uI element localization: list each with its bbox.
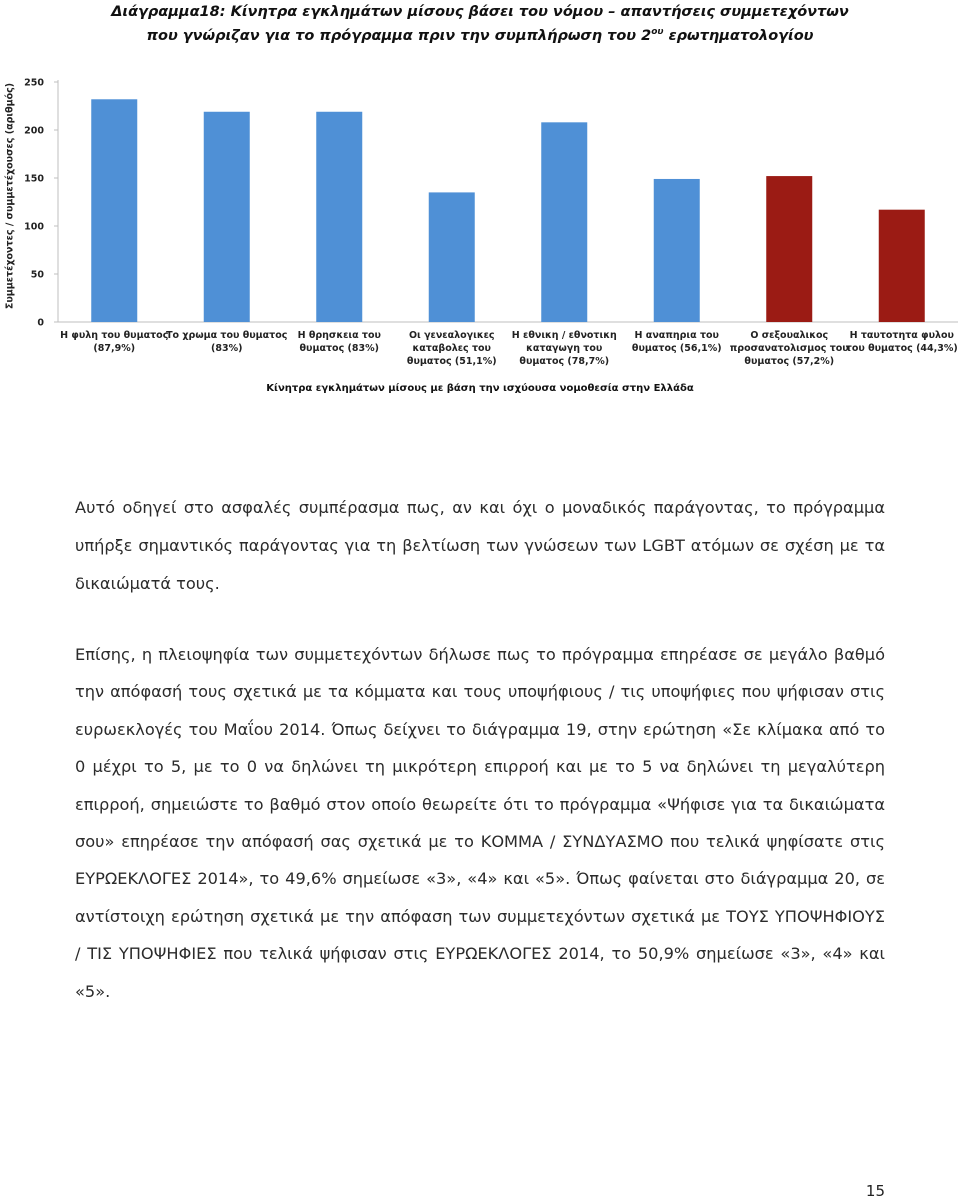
chart-title	[0, 2, 960, 46]
chart-title-superscript: ου	[651, 27, 664, 37]
chart-title-line-2-end: ερωτηματολογίου	[663, 27, 814, 44]
x-tick-label-line: του θυματος (44,3%)	[845, 343, 958, 354]
y-tick-label: 250	[24, 77, 44, 89]
x-tick-label-1	[60, 330, 168, 354]
bar-2	[204, 112, 250, 322]
x-tick-label-line: θυματος (56,1%)	[631, 343, 722, 354]
body-paragraph-2: Επίσης, η πλειοψηφία των συμμετεχόντων δήλωσε πως το πρόγραμμα επηρέασε σε μεγάλο βαθμό την απόφασή τους σχετικά με τα κόμματα και τους υποψήφιους / τις υποψήφιες που ψήφισαν στις ευρωεκλογές του Μαΐου 2014. Όπως δείχνει το διάγραμμα 19, στην ερώτηση «Σε κλίμακα από το 0 μέχρι το 5, με το 0 να δηλώνει τη μικρότερη επιρροή και με το 5 να δηλώνει τη μεγαλύτερη επιρροή, σημειώστε το βαθμό στον οποίο θεωρείτε ότι το πρόγραμμα «Ψήφισε για τα δικαιώματα σου» επηρέασε την απόφασή σας σχετικά με το ΚΟΜΜΑ / ΣΥΝΔΥΑΣΜΟ που τελικά ψηφίσατε στις ΕΥΡΩΕΚΛΟΓΕΣ 2014», το 49,6% σημείωσε «3», «4» και «5». Όπως φαίνεται στο διάγραμμα 20, σε αντίστοιχη ερώτηση σχετικά με την απόφαση των συμμετεχόντων σχετικά με ΤΟΥΣ ΥΠΟΨΗΦΙΟΥΣ / ΤΙΣ ΥΠΟΨΗΦΙΕΣ που τελικά ψήφισαν στις ΕΥΡΩΕΚΛΟΓΕΣ 2014, το 50,9% σημείωσε «3», «4» και «5».	[75, 645, 885, 1001]
bar-chart	[0, 60, 960, 405]
chart-title-line-2-text: που γνώριζαν για το πρόγραμμα πριν την συμπλήρωση του 2	[146, 27, 652, 44]
bar-8	[879, 210, 925, 322]
x-tick-label-line: Η εθνικη / εθνοτικη	[511, 330, 617, 341]
bar-3	[316, 112, 362, 322]
page-number: 15	[865, 1182, 885, 1200]
x-tick-label-line: Οι γενεαλογικες	[408, 330, 495, 341]
bar-7	[766, 176, 812, 322]
x-tick-label-line: Ο σεξουαλικος	[750, 330, 829, 341]
bar-1	[91, 99, 137, 322]
bar-4	[429, 192, 475, 322]
x-tick-label-line: Η ταυτοτητα φυλου	[849, 330, 954, 341]
x-tick-label-line: θυματος (57,2%)	[744, 356, 835, 367]
y-tick-label: 200	[24, 125, 44, 137]
x-tick-label-4	[407, 330, 497, 367]
x-tick-label-line: θυματος (51,1%)	[406, 356, 497, 367]
y-tick-label: 0	[37, 317, 44, 329]
x-tick-label-line: Η θρησκεια του	[297, 330, 381, 341]
x-tick-label-line: (83%)	[211, 343, 243, 354]
x-tick-label-5	[512, 330, 617, 367]
x-tick-label-line: (87,9%)	[93, 343, 136, 354]
bar-6	[654, 179, 700, 322]
x-tick-label-line: θυματος (78,7%)	[519, 356, 610, 367]
x-tick-label-line: καταγωγη του	[526, 343, 603, 354]
body-paragraph-1: Αυτό οδηγεί στο ασφαλές συμπέρασμα πως, αν και όχι ο μοναδικός παράγοντας, το πρόγραμμα υπήρξε σημαντικός παράγοντας για τη βελτίωση των γνώσεων των LGBT ατόμων σε σχέση με τα δικαιώματά τους.	[75, 498, 885, 593]
chart-title-line-2	[0, 22, 960, 46]
x-tick-label-line: Η αναπηρια του	[634, 330, 719, 341]
x-tick-label-line: προσανατολισμος του	[729, 343, 849, 354]
y-tick-label: 100	[24, 221, 44, 233]
x-tick-label-line: καταβολες του	[412, 343, 491, 354]
x-tick-label-line: Η φυλη του θυματος	[60, 330, 169, 341]
x-tick-label-line: Το χρωμα του θυματος	[166, 330, 288, 341]
x-tick-label-7	[730, 330, 849, 367]
y-tick-label: 50	[30, 269, 44, 281]
x-tick-label-6	[632, 330, 722, 354]
bar-5	[541, 122, 587, 322]
x-tick-label-line: θυματος (83%)	[299, 343, 379, 354]
x-tick-label-3	[298, 330, 381, 354]
x-tick-label-8	[846, 330, 958, 354]
x-axis-title: Κίνητρα εγκλημάτων μίσους με βάση την ισχύουσα νομοθεσία στην Ελλάδα	[266, 383, 694, 394]
x-tick-label-2	[166, 330, 287, 354]
y-tick-label: 150	[24, 173, 44, 185]
chart-title-line-1: Διάγραμμα18: Κίνητρα εγκλημάτων μίσους βάσει του νόμου – απαντήσεις συμμετεχόντων	[111, 4, 849, 20]
y-axis-label-text: Συμμετέχοντες / συμμετέχουσες (αριθμός)	[4, 82, 16, 310]
